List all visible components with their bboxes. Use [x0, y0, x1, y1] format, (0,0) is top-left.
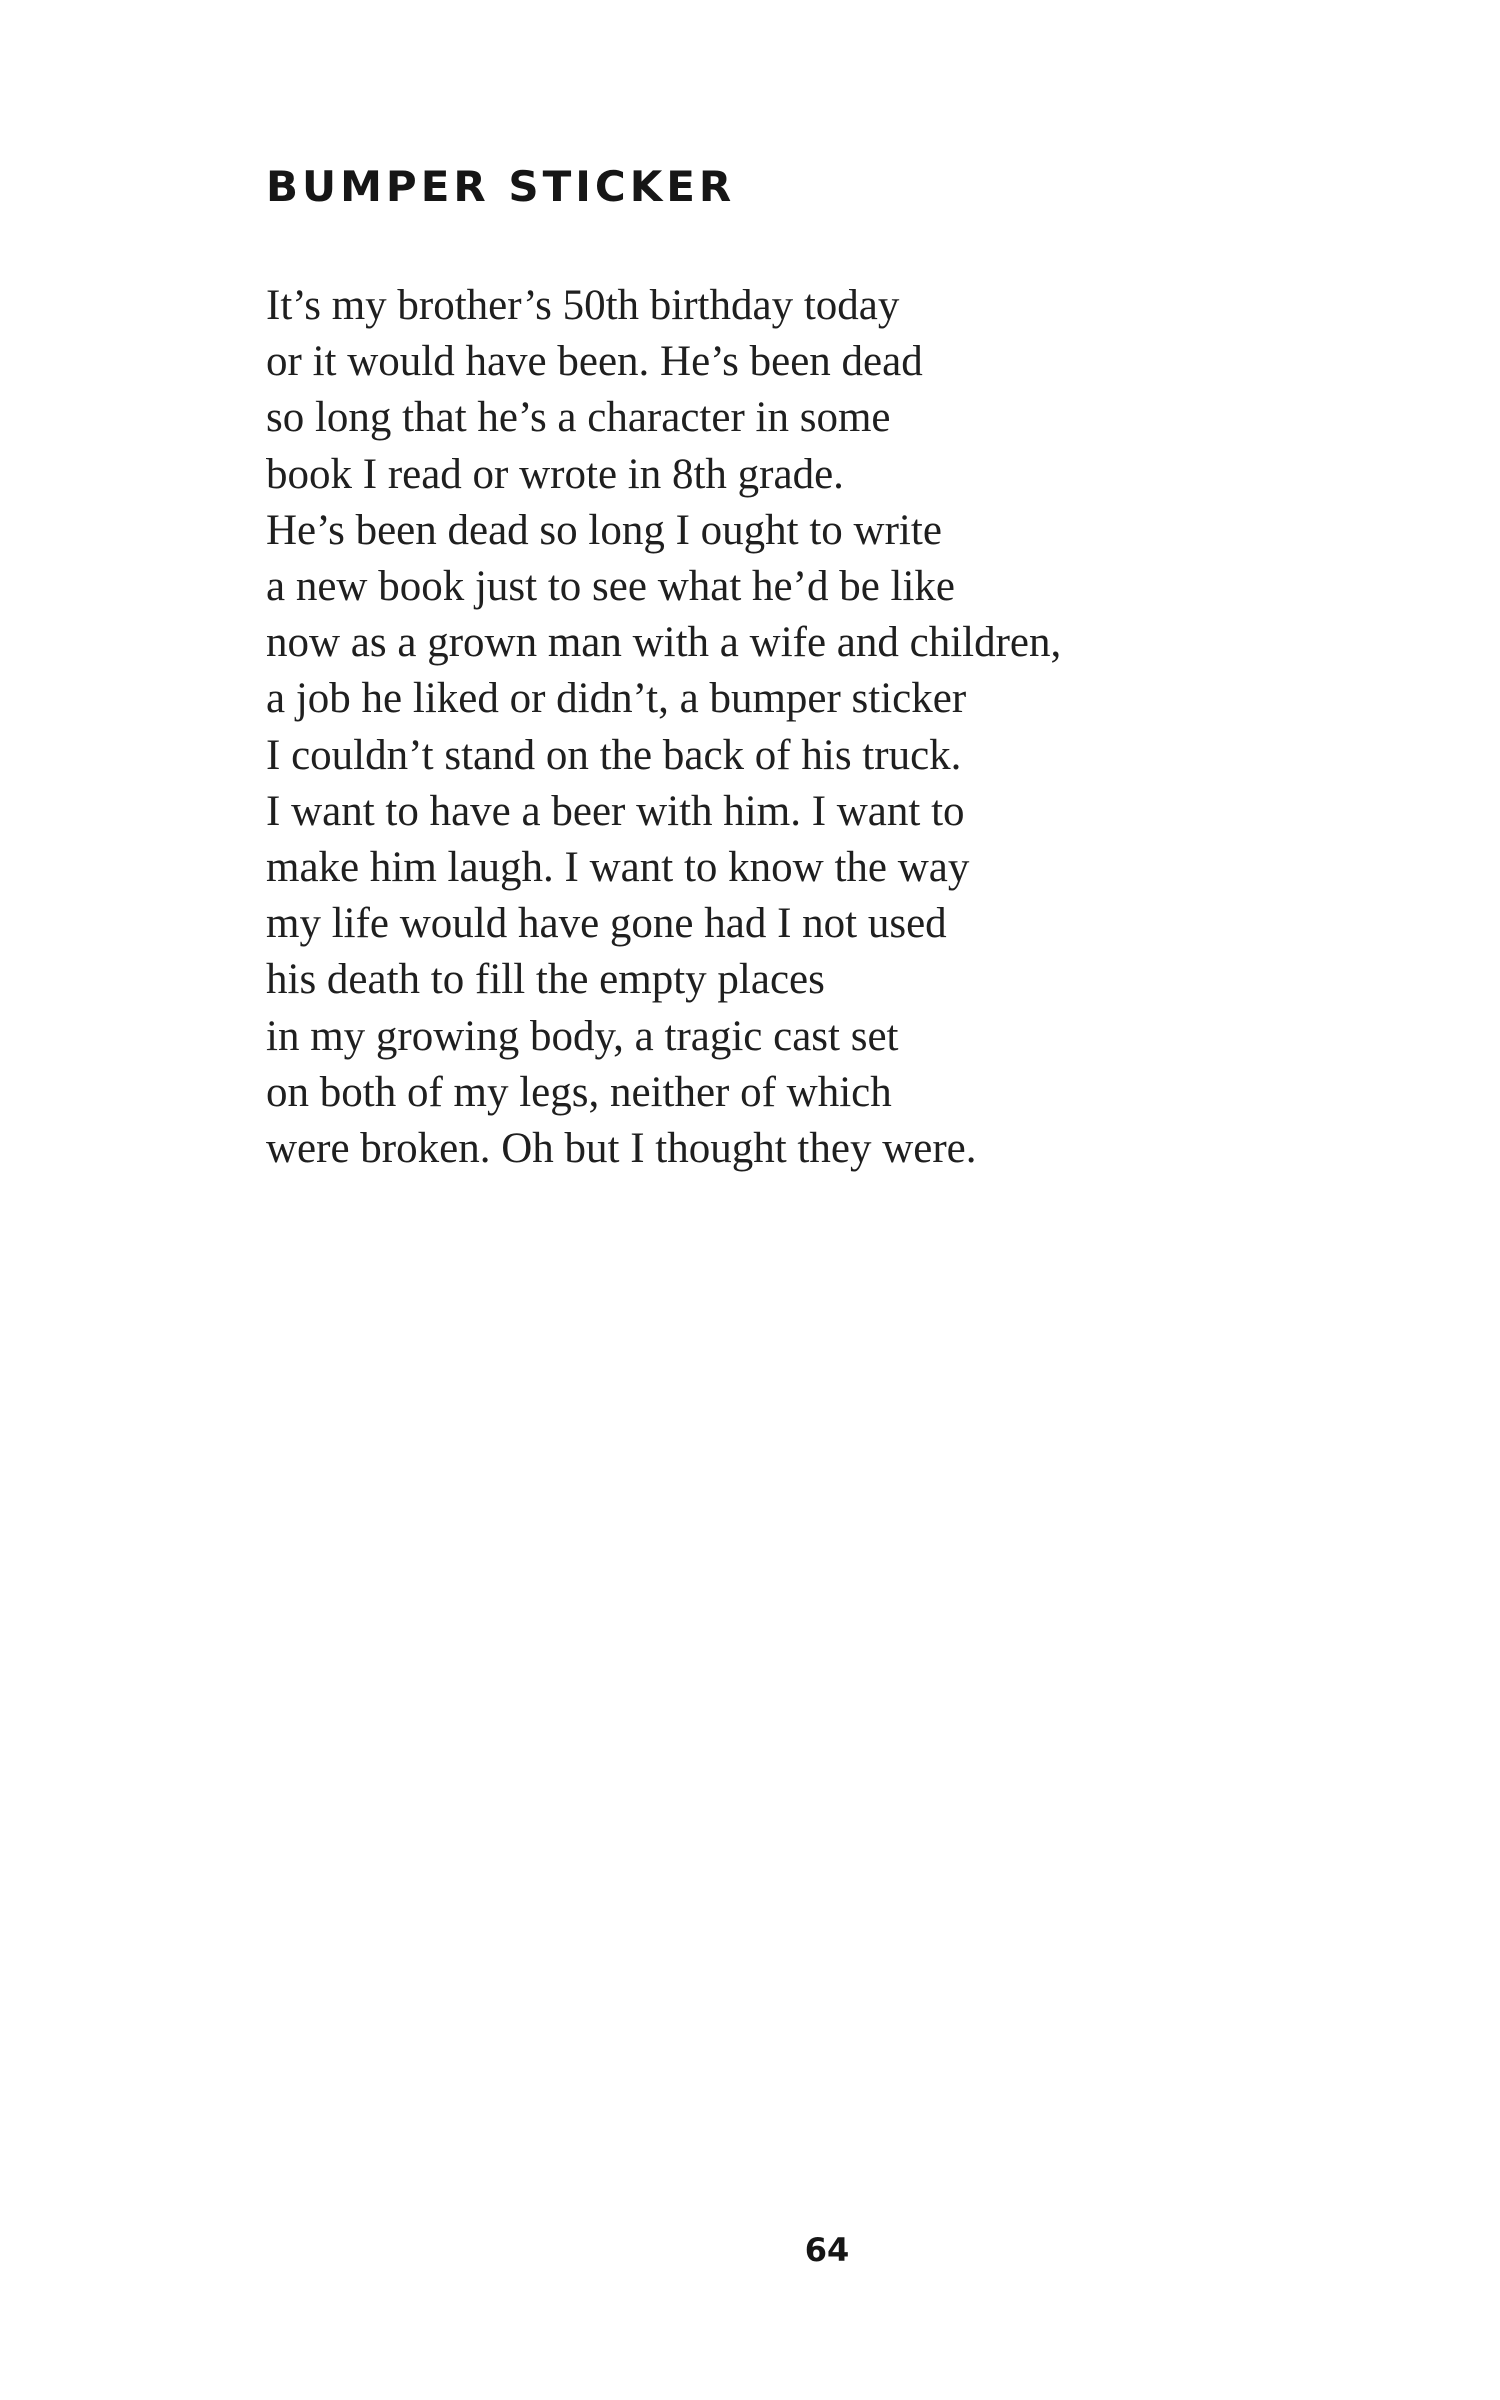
- poem-body: [266, 278, 1266, 1177]
- poem-line: a job he liked or didn’t, a bumper sticker: [266, 675, 967, 723]
- poem-title: BUMPER STICKER: [266, 162, 736, 211]
- poem-line: were broken. Oh but I thought they were.: [266, 1125, 977, 1173]
- poem-line: I want to have a beer with him. I want to: [266, 787, 965, 835]
- poem-line: a new book just to see what he’d be like: [266, 563, 956, 611]
- poem-line: make him laugh. I want to know the way: [266, 844, 970, 892]
- poem-line: now as a grown man with a wife and children,: [266, 619, 1062, 667]
- page-number: 64: [804, 2231, 850, 2269]
- poem-line: so long that he’s a character in some: [266, 394, 891, 442]
- poem-line: book I read or wrote in 8th grade.: [266, 450, 844, 498]
- poem-line: I couldn’t stand on the back of his truck.: [266, 731, 962, 779]
- poem-line: or it would have been. He’s been dead: [266, 338, 923, 386]
- poem-line: in my growing body, a tragic cast set: [266, 1012, 899, 1060]
- poem-line: It’s my brother’s 50th birthday today: [266, 282, 900, 329]
- poem-line: He’s been dead so long I ought to write: [266, 506, 942, 554]
- poem-line: my life would have gone had I not used: [266, 900, 947, 948]
- poem-line: his death to fill the empty places: [266, 956, 825, 1004]
- poem-line: on both of my legs, neither of which: [266, 1068, 892, 1116]
